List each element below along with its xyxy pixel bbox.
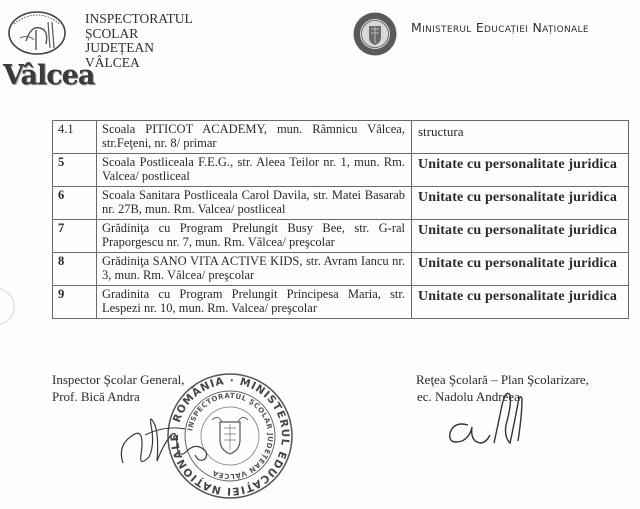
signature-left-icon xyxy=(115,405,225,475)
paper-edge-mark xyxy=(0,280,22,330)
table-row xyxy=(53,121,629,154)
row-status: Unitate cu personalitate juridica xyxy=(412,187,629,220)
ministry-seal-icon xyxy=(352,11,398,57)
isj-name-block xyxy=(85,12,193,70)
row-number: 7 xyxy=(53,220,97,253)
isj-name-line: VÂLCEA xyxy=(85,54,140,70)
isj-valcea-logo-icon xyxy=(6,8,68,58)
row-status: Unitate cu personalitate juridica xyxy=(412,286,629,319)
row-number: 6 xyxy=(53,187,97,220)
row-description: Gradinita cu Program Prelungit Principesa Maria, str. Lespezi nr. 10, mun. Rm. Valcea/ preşcolar xyxy=(97,286,412,319)
signatory-title: Inspector Şcolar General, xyxy=(52,372,185,387)
table-row xyxy=(53,286,629,319)
valcea-logo-wordmark: Vâlcea xyxy=(3,60,95,91)
signature-right-icon xyxy=(440,385,540,455)
row-description: Scoala Postliceala F.E.G., str. Aleea Teilor nr. 1, mun. Rm. Valcea/ postliceal xyxy=(97,154,412,187)
row-description: Scoala Sanitara Postliceala Carol Davila, str. Matei Basarab nr. 27B, mun. Rm. Valcea/ postliceal xyxy=(97,187,412,220)
table-row xyxy=(53,187,629,220)
row-number: 8 xyxy=(53,253,97,286)
row-status: Unitate cu personalitate juridica xyxy=(412,220,629,253)
table-row xyxy=(53,154,629,187)
row-description: Grădiniţa cu Program Prelungit Busy Bee, str. G-ral Praporgescu nr. 7, mun. Rm. Vâlcea/ preşcolar xyxy=(97,220,412,253)
row-status: Unitate cu personalitate juridica xyxy=(412,253,629,286)
isj-name-line: JUDEȚEAN xyxy=(85,40,154,55)
signatory-name: Prof. Bică Andra xyxy=(52,389,140,404)
row-number: 4.1 xyxy=(53,121,97,154)
svg-text:INSPECTORATUL ȘCOLAR JUDEȚEAN: INSPECTORATUL ȘCOLAR JUDEȚEAN VÂLCEA xyxy=(186,391,275,481)
row-description: Grădiniţa SANO VITA ACTIVE KIDS, str. Avram Iancu nr. 3, mun. Rm. Vâlcea/ preşcolar xyxy=(97,253,412,286)
row-status: structura xyxy=(412,121,629,154)
table-row xyxy=(53,220,629,253)
isj-name-line: INSPECTORATUL xyxy=(85,11,193,26)
ministry-name: Ministerul Educației Naționale xyxy=(411,20,589,35)
svg-text:ROMÂNIA · MINISTERUL EDUCAȚIEI: ROMÂNIA · MINISTERUL EDUCAȚIEI NAȚIONALE xyxy=(168,374,292,498)
schools-table xyxy=(52,120,629,319)
isj-name-line: ȘCOLAR xyxy=(85,25,139,41)
signatory-name: ec. Nadolu Andreea xyxy=(417,389,520,404)
row-status: Unitate cu personalitate juridica xyxy=(412,154,629,187)
row-number: 5 xyxy=(53,154,97,187)
table-row xyxy=(53,253,629,286)
row-number: 9 xyxy=(53,286,97,319)
signatory-title: Reţea Şcolară – Plan Şcolarizare, xyxy=(416,372,589,387)
row-description: Scoala PITICOT ACADEMY, mun. Râmnicu Vâlcea, str.Feţeni, nr. 8/ primar xyxy=(97,121,412,154)
